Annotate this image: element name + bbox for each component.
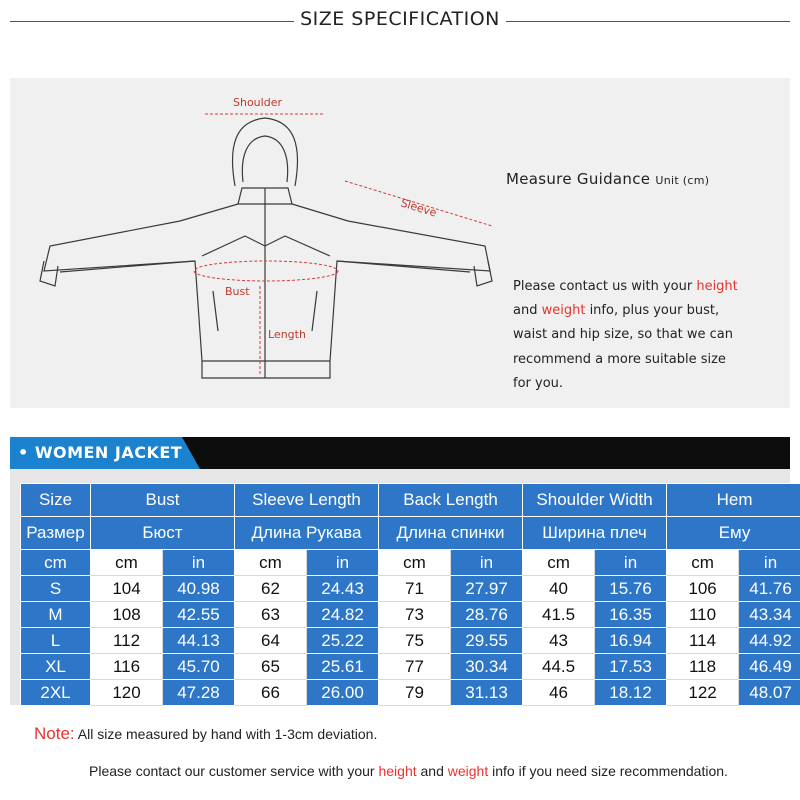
size-rows [21, 576, 800, 706]
cell-in: 46.49 [739, 654, 800, 680]
contact-text-2: and [513, 303, 542, 319]
cell-in: 24.43 [307, 576, 379, 602]
table-row [21, 680, 800, 706]
cell-cm: 104 [91, 576, 163, 602]
cell-in: 27.97 [451, 576, 523, 602]
shoulder-label: Shoulder [233, 96, 282, 109]
note-text-1: All size measured by hand with 1-3cm deviation. [77, 726, 378, 742]
cell-in: 16.94 [595, 628, 667, 654]
cell-in: 41.76 [739, 576, 800, 602]
cell-in: 25.22 [307, 628, 379, 654]
cell-in: 48.07 [739, 680, 800, 706]
column-header-ru: Длина Рукава [235, 517, 379, 550]
cell-in: 25.61 [307, 654, 379, 680]
note-height: height [378, 763, 417, 779]
column-header-en: Shoulder Width [523, 484, 667, 517]
unit-cm: cm [667, 550, 739, 576]
column-header-ru: Ширина плеч [523, 517, 667, 550]
cell-cm: 108 [91, 602, 163, 628]
contact-info-text [513, 275, 773, 396]
cell-cm: 63 [235, 602, 307, 628]
column-header-ru: Длина спинки [379, 517, 523, 550]
unit-in: in [595, 550, 667, 576]
cell-cm: 46 [523, 680, 595, 706]
table-row [21, 576, 800, 602]
cell-cm: 43 [523, 628, 595, 654]
size-cell: L [21, 628, 91, 654]
note-text-2a: Please contact our customer service with your [89, 763, 379, 779]
note-text-2c: info if you need size recommendation. [488, 763, 728, 779]
cell-cm: 41.5 [523, 602, 595, 628]
column-header-en: Back Length [379, 484, 523, 517]
cell-in: 18.12 [595, 680, 667, 706]
cell-cm: 44.5 [523, 654, 595, 680]
size-header-ru: Размер [21, 517, 91, 550]
unit-in: in [163, 550, 235, 576]
cell-in: 43.34 [739, 602, 800, 628]
note-label: Note: [34, 724, 75, 743]
cell-in: 30.34 [451, 654, 523, 680]
size-cell: 2XL [21, 680, 91, 706]
unit-cm: cm [523, 550, 595, 576]
cell-cm: 120 [91, 680, 163, 706]
measure-lines [194, 114, 492, 376]
cell-in: 26.00 [307, 680, 379, 706]
measure-guidance-panel [10, 78, 790, 408]
note-line-1 [34, 724, 377, 744]
cell-cm: 122 [667, 680, 739, 706]
unit-in: in [307, 550, 379, 576]
header-row-en [21, 484, 800, 517]
contact-text-1: Please contact us with your [513, 279, 697, 294]
jacket-diagram [30, 86, 500, 406]
cell-in: 28.76 [451, 602, 523, 628]
column-header-en: Hem [667, 484, 800, 517]
cell-cm: 116 [91, 654, 163, 680]
cell-cm: 75 [379, 628, 451, 654]
note-weight: weight [447, 763, 489, 779]
cell-cm: 73 [379, 602, 451, 628]
column-header-ru: Ему [667, 517, 800, 550]
unit-in: in [739, 550, 800, 576]
cell-in: 42.55 [163, 602, 235, 628]
cell-cm: 65 [235, 654, 307, 680]
page-title [0, 8, 800, 30]
contact-text-5: recommend a more suitable size [513, 351, 726, 367]
unit-cm: cm [235, 550, 307, 576]
cell-cm: 77 [379, 654, 451, 680]
cell-in: 47.28 [163, 680, 235, 706]
cell-in: 17.53 [595, 654, 667, 680]
table-row [21, 654, 800, 680]
column-header-ru: Бюст [91, 517, 235, 550]
cell-cm: 66 [235, 680, 307, 706]
contact-height: height [696, 279, 738, 294]
cell-cm: 40 [523, 576, 595, 602]
length-label: Length [268, 328, 306, 341]
contact-text-3: info, plus your bust, [585, 303, 720, 319]
sleeve-label: Sleeve [399, 196, 439, 220]
cell-cm: 112 [91, 628, 163, 654]
size-cell: S [21, 576, 91, 602]
measure-guidance-title: Measure Guidance [506, 170, 651, 188]
bullet-icon: • [18, 443, 29, 462]
bust-label: Bust [225, 285, 250, 298]
cell-in: 15.76 [595, 576, 667, 602]
cell-in: 24.82 [307, 602, 379, 628]
cell-in: 40.98 [163, 576, 235, 602]
unit-cell: cm [21, 550, 91, 576]
size-cell: M [21, 602, 91, 628]
size-table [20, 483, 800, 706]
header-row-ru [21, 517, 800, 550]
unit-label: Unit (cm) [655, 174, 710, 187]
cell-cm: 118 [667, 654, 739, 680]
contact-text-4: waist and hip size, so that we can [513, 327, 734, 343]
note-line-2 [89, 763, 728, 779]
cell-cm: 64 [235, 628, 307, 654]
measure-guidance-heading [506, 170, 709, 188]
cell-in: 31.13 [451, 680, 523, 706]
cell-in: 16.35 [595, 602, 667, 628]
contact-text-6: for you. [513, 375, 564, 391]
size-cell: XL [21, 654, 91, 680]
cell-in: 45.70 [163, 654, 235, 680]
page-title-text: SIZE SPECIFICATION [294, 8, 506, 30]
unit-row [21, 550, 800, 576]
section-banner-title [18, 443, 182, 462]
cell-cm: 114 [667, 628, 739, 654]
cell-in: 44.13 [163, 628, 235, 654]
cell-cm: 110 [667, 602, 739, 628]
unit-in: in [451, 550, 523, 576]
cell-cm: 106 [667, 576, 739, 602]
table-row [21, 628, 800, 654]
cell-in: 44.92 [739, 628, 800, 654]
cell-in: 29.55 [451, 628, 523, 654]
banner-title-text: WOMEN JACKET [34, 443, 183, 462]
note-text-2b: and [416, 763, 448, 779]
cell-cm: 79 [379, 680, 451, 706]
column-header-en: Sleeve Length [235, 484, 379, 517]
cell-cm: 62 [235, 576, 307, 602]
unit-cm: cm [91, 550, 163, 576]
jacket-outline [40, 118, 492, 378]
unit-cm: cm [379, 550, 451, 576]
size-header: Size [21, 484, 91, 517]
contact-weight: weight [541, 303, 586, 319]
table-row [21, 602, 800, 628]
column-header-en: Bust [91, 484, 235, 517]
cell-cm: 71 [379, 576, 451, 602]
